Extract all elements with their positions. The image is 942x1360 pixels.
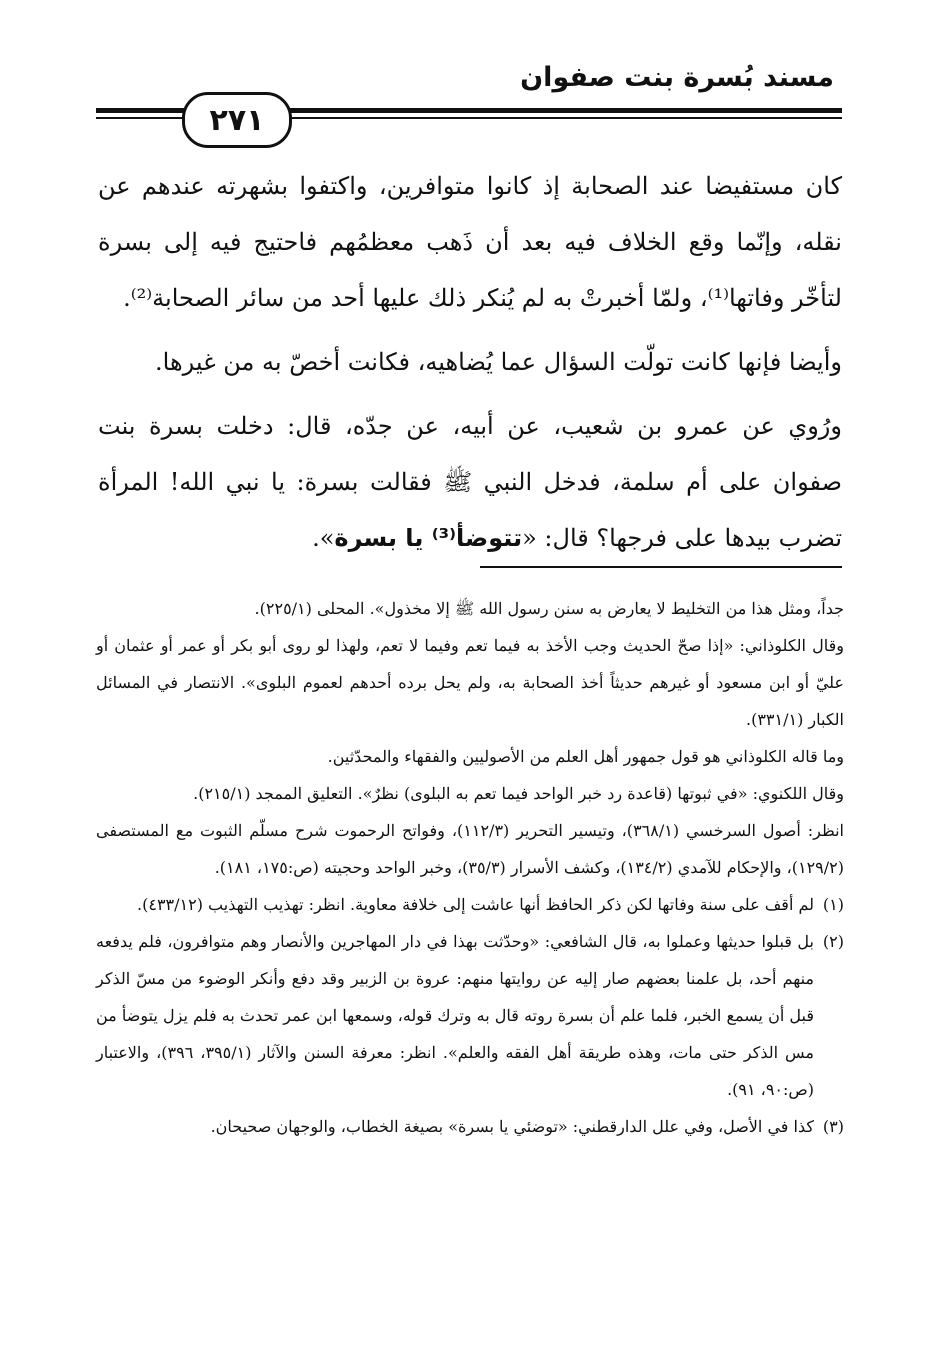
page-number: ٢٧١	[182, 92, 292, 148]
footnote-number: (٣)	[822, 1117, 844, 1136]
body-paragraph	[98, 398, 842, 566]
footnote-text: كذا في الأصل، وفي علل الدارقطني: «توضئي يا بسرة» بصيغة الخطاب، والوجهان صحيحان.	[210, 1117, 814, 1136]
footnote-3	[96, 1108, 844, 1145]
running-title: مسند بُسرة بنت صفوان	[520, 62, 834, 93]
main-text	[98, 158, 842, 574]
body-paragraph-text: ورُوي عن عمرو بن شعيب، عن أبيه، عن جدّه، قال: دخلت بسرة بنت صفوان على أم سلمة، فدخل النبي ﷺ فقالت بسرة: يا نبي الله! المرأة تضرب بيدها على فرجها؟ قال: «	[98, 412, 842, 552]
footnote-continuation: انظر: أصول السرخسي (٣٦٨/١)، وتيسير التحرير (١١٢/٣)، وفواتح الرحموت شرح مسلّم الثبوت مع المستصفى (١٢٩/٢)، والإحكام للآمدي (١٣٤/٢)، وكشف الأسرار (٣٥/٣)، وخبر الواحد وحجيته (ص:١٧٥، ١٨١).	[96, 821, 845, 877]
footnote-separator	[480, 566, 842, 568]
footnote-continuation: وقال الكلوذاني: «إذا صحّ الحديث وجب الأخذ به فيما تعم وفيما لا تعم، ولهذا لو روى أبو بكر أو عمر أو عثمان أو عليّ أو ابن مسعود أو غيرهم حديثاً أخذ الصحابة به، ولم يحل برده أحدهم لعموم البلوى». الانتصار في المسائل الكبار (٣٣١/١).	[96, 636, 845, 729]
body-paragraph: وأيضا فإنها كانت تولّت السؤال عما يُضاهيه، فكانت أخصّ به من غيرها.	[155, 348, 842, 376]
footnote-continuation: جداً، ومثل هذا من التخليط لا يعارض به سنن رسول الله ﷺ إلا مخذول». المحلى (٢٢٥/١).	[254, 599, 844, 618]
footnote-continuation: وقال اللكنوي: «في ثبوتها (قاعدة رد خبر الواحد فيما تعم به البلوى) نظرٌ». التعليق الممجد (٢١٥/١).	[193, 784, 844, 803]
footnote-1	[96, 886, 844, 923]
footnote-number: (١)	[822, 895, 844, 914]
footnotes	[96, 590, 844, 1145]
hadith-quote: تتوضأ⁽³⁾ يا بسرة	[334, 524, 523, 552]
footnote-continuation: وما قاله الكلوذاني هو قول جمهور أهل العلم من الأصوليين والفقهاء والمحدّثين.	[327, 747, 844, 766]
footnote-text: بل قبلوا حديثها وعملوا به، قال الشافعي: «وحدّثت بهذا في دار المهاجرين والأنصار وهم متوافرون، فلم يدفعه منهم أحد، بل علمنا بعضهم صار إليه عن روايتها منهم: عروة بن الزبير وقد دفع وأنكر الوضوء من مسّ الذكر قبل أن يسمع الخبر، فلما علم أن بسرة روته قال به وترك قوله، وسمعها ابن عمر تحدث به فلم يزل يتوضأ من مس الذكر حتى مات، وهذه طريقة أهل الفقه والعلم». انظر: معرفة السنن والآثار (٣٩٥/١، ٣٩٦)، والاعتبار (ص:٩٠، ٩١).	[96, 932, 815, 1099]
footnote-text: لم أقف على سنة وفاتها لكن ذكر الحافظ أنها عاشت إلى خلافة معاوية. انظر: تهذيب التهذيب (٤٣٣/١٢).	[137, 895, 814, 914]
footnote-number: (٢)	[822, 932, 844, 951]
quote-close: ».	[312, 524, 335, 552]
body-paragraph: كان مستفيضا عند الصحابة إذ كانوا متوافرين، واكتفوا بشهرته عندهم عن نقله، وإنّما وقع الخلاف فيه بعد أن ذَهب معظمُهم فاحتيج فيه إلى بسرة لتأخّر وفاتها⁽¹⁾، ولمّا أخبرتْ به لم يُنكر ذلك عليها أحد من سائر الصحابة⁽²⁾.	[98, 172, 842, 312]
footnote-2	[96, 923, 844, 1108]
